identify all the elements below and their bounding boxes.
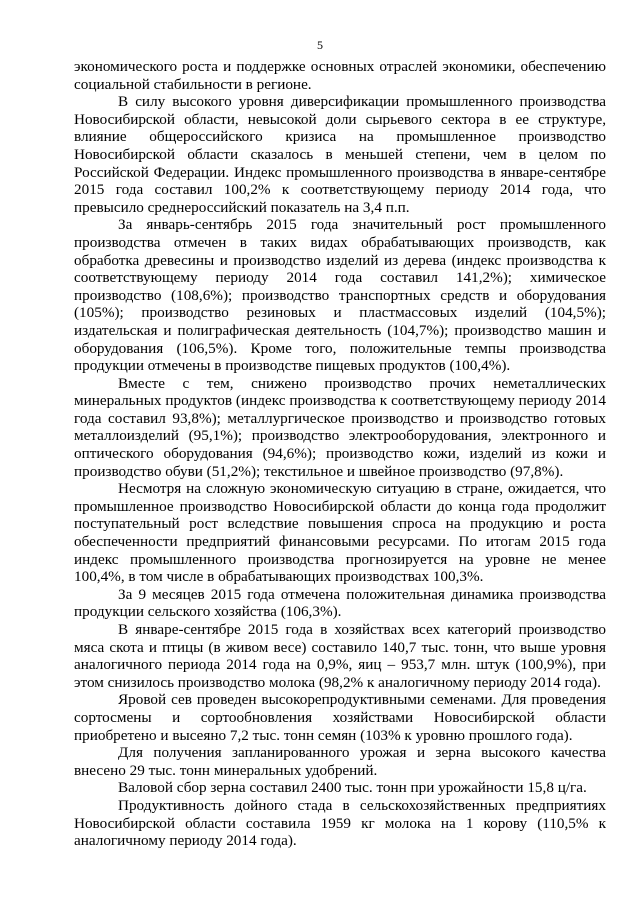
paragraph: Вместе с тем, снижено производство прочих неметаллических минеральных продуктов (индекс производства к соответствующему периоду 2014 года составил 93,8%); металлургическое производство и производство готовых металлоизделий (95,1%); производство электрооборудования, электронного и оптического оборудования (94,6%); производство кожи, изделий из кожи и производство обуви (51,2%); текстильное и швейное производство (97,8%). bbox=[74, 374, 606, 480]
paragraph-continued: экономического роста и поддержке основных отраслей экономики, обеспечению социальной стабильности в регионе. bbox=[74, 58, 606, 93]
paragraph: Валовой сбор зерна составил 2400 тыс. тонн при урожайности 15,8 ц/га. bbox=[118, 779, 587, 797]
paragraph: За январь-сентябрь 2015 года значительный рост промышленного производства отмечен в таких видах обрабатывающих производств, как обработка древесины и производство изделий из дерева (индекс производства к соответствующему периоду 2014 года составил 141,2%); химическое производство (108,6%); производство транспортных средств и оборудования (105%); производство резиновых и пластмассовых изделий (104,5%); издательская и полиграфическая деятельность (104,7%); производство машин и оборудования (106,5%). Кроме того, положительные темпы производства продукции отмечены в производстве пищевых продуктов (100,4%). bbox=[74, 216, 606, 375]
paragraph: Продуктивность дойного стада в сельскохозяйственных предприятиях Новосибирской области составила 1959 кг молока на 1 корову (110,5% к аналогичному периоду 2014 года). bbox=[74, 796, 606, 850]
paragraph: В силу высокого уровня диверсификации промышленного производства Новосибирской области, невысокой доли сырьевого сектора в ее структуре, влияние общероссийского кризиса на промышленное производство Новосибирской области сказалось в меньшей степени, чем в целом по Российской Федерации. Индекс промышленного производства в январе-сентябре 2015 года составил 100,2% к соответствующему периоду 2014 года, что превысило среднероссийский показатель на 3,4 п.п. bbox=[74, 93, 606, 216]
paragraph: Несмотря на сложную экономическую ситуацию в стране, ожидается, что промышленное производство Новосибирской области до конца года продолжит поступательный рост вследствие повышения спроса на продукцию и роста обеспеченности предприятий финансовыми ресурсами. По итогам 2015 года индекс промышленного производства прогнозируется на уровне не менее 100,4%, в том числе в обрабатывающих производствах 100,3%. bbox=[74, 480, 606, 586]
page-number: 5 bbox=[317, 38, 323, 52]
paragraph: Яровой сев проведен высокорепродуктивными семенами. Для проведения сортосмены и сортообновления хозяйствами Новосибирской области приобретено и высеяно 7,2 тыс. тонн семян (103% к уровню прошлого года). bbox=[74, 691, 606, 744]
document-body bbox=[74, 58, 606, 850]
paragraph: Для получения запланированного урожая и зерна высокого качества внесено 29 тыс. тонн минеральных удобрений. bbox=[74, 744, 606, 779]
paragraph: За 9 месяцев 2015 года отмечена положительная динамика производства продукции сельского хозяйства (106,3%). bbox=[74, 585, 606, 621]
paragraph: В январе-сентябре 2015 года в хозяйствах всех категорий производство мяса скота и птицы (в живом весе) составило 140,7 тыс. тонн, что выше уровня аналогичного периода 2014 года на 0,9%, яиц – 953,7 млн. штук (100,9%), при этом снизилось производство молока (98,2% к аналогичному периоду 2014 года). bbox=[74, 621, 606, 691]
